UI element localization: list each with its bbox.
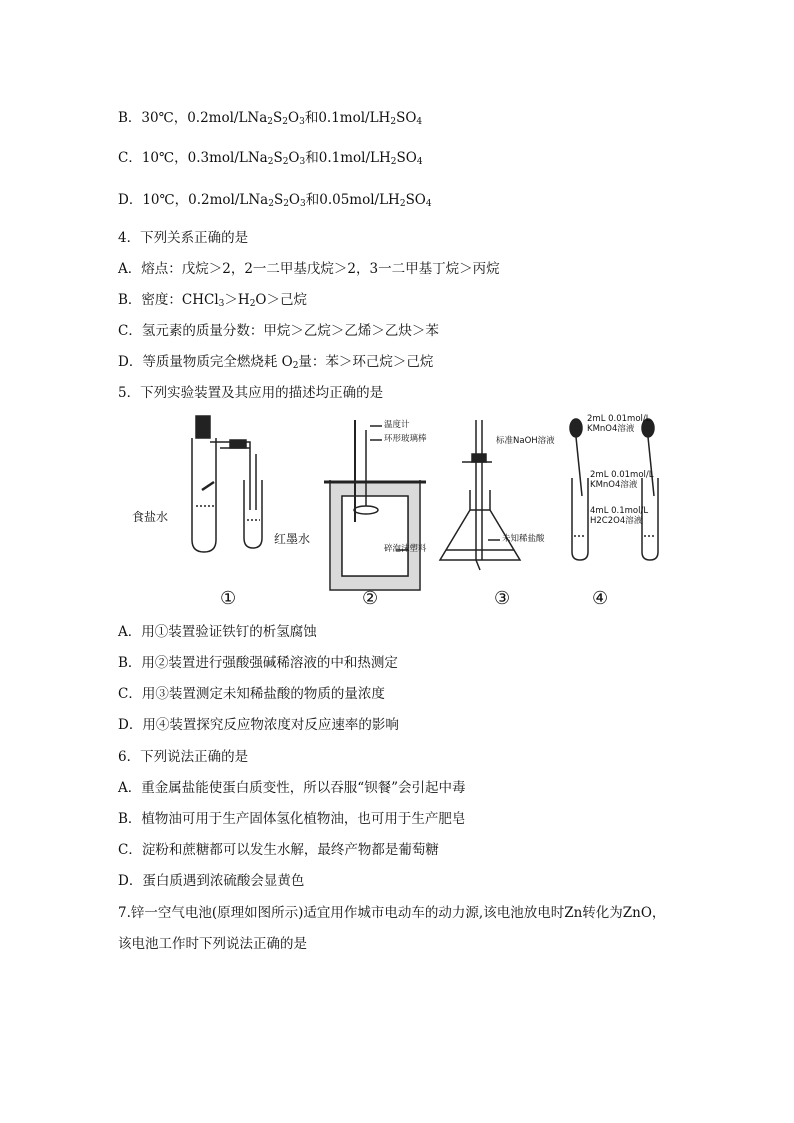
apparatus-figure [120, 410, 680, 610]
q6-option-a: A．重金属盐能使蛋白质变性，所以吞服“钡餐”会引起中毒 [118, 780, 466, 796]
q4-option-c: C．氢元素的质量分数：甲烷＞乙烷＞乙烯＞乙炔＞苯 [118, 323, 439, 339]
q5-option-b: B．用②装置进行强酸强碱稀溶液的中和热测定 [118, 655, 398, 671]
q4-option-b: B．密度：$CHCl_3>H_2O>$己烷 [118, 292, 307, 309]
apparatus-number-2: ② [362, 588, 379, 609]
q7-stem-line1: 7.锌一空气电池(原理如图所示)适宜用作城市电动车的动力源,该电池放电时Zn转化为ZnO， [118, 905, 666, 921]
apparatus-number-1: ① [220, 588, 237, 609]
label-kmno4-mid: 2mL 0.01mol/L KMnO4溶液 [590, 470, 654, 490]
q5-option-a: A．用①装置验证铁钉的析氢腐蚀 [118, 624, 317, 640]
q7-stem-line2: 该电池工作时下列说法正确的是 [118, 936, 307, 952]
label-salt-water: 食盐水 [132, 510, 169, 524]
q6-option-c: C．淀粉和蔗糖都可以发生水解，最终产物都是葡萄糖 [118, 842, 439, 858]
label-naoh: 标准NaOH溶液 [496, 436, 555, 446]
label-hcl: 未知稀盐酸 [502, 534, 545, 544]
q5-option-c: C．用③装置测定未知稀盐酸的物质的量浓度 [118, 686, 385, 702]
apparatus-number-3: ③ [494, 588, 511, 609]
label-h2c2o4: 4mL 0.1mol/L H2C2O4溶液 [590, 506, 649, 526]
q3-option-c: C．10℃，$0.3mol/LNa_2S_2O_3$和$0.1mol/LH_2SO_4$ [118, 150, 423, 167]
label-stirrer: 环形玻璃棒 [384, 434, 427, 444]
q3-option-b: B．30℃，$0.2mol/LNa_2S_2O_3$和$0.1mol/LH_2SO_4$ [118, 110, 423, 127]
q6-option-b: B．植物油可用于生产固体氢化植物油，也可用于生产肥皂 [118, 811, 466, 827]
q5-stem: 5．下列实验装置及其应用的描述均正确的是 [118, 385, 384, 401]
q3-option-d: D．10℃，$0.2mol/LNa_2S_2O_3$和$0.05mol/LH_2SO_4$ [118, 192, 432, 209]
q6-option-d: D．蛋白质遇到浓硫酸会显黄色 [118, 873, 305, 889]
q6-stem: 6．下列说法正确的是 [118, 749, 249, 765]
q4-option-a: A．熔点：戊烷＞2，2一二甲基戊烷＞2，3一二甲基丁烷＞丙烷 [118, 261, 500, 277]
q4-stem: 4．下列关系正确的是 [118, 230, 249, 246]
label-thermometer: 温度计 [384, 420, 410, 430]
label-kmno4-top: 2mL 0.01mol/L KMnO4溶液 [587, 414, 651, 434]
apparatus-number-4: ④ [592, 588, 609, 609]
q4-option-d: D．等质量物质完全燃烧耗 $O_2$量：苯＞环己烷＞己烷 [118, 354, 434, 371]
q5-option-d: D．用④装置探究反应物浓度对反应速率的影响 [118, 717, 399, 733]
label-foam: 碎泡沫塑料 [384, 544, 427, 554]
label-red-ink: 红墨水 [274, 532, 311, 546]
